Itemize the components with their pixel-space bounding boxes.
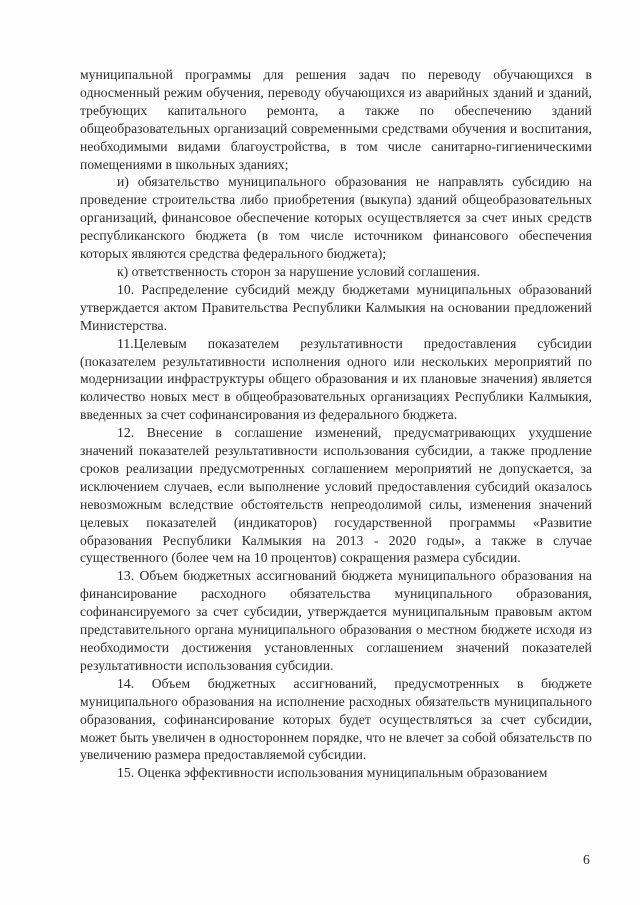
paragraph-clause-10: 10. Распределение субсидий между бюджетами муниципальных образований утверждается актом Правительства Республики Калмыкия на основании предложений Министерства. — [80, 281, 592, 333]
paragraph-clause-15: 15. Оценка эффективности использования муниципальным образованием — [117, 765, 548, 781]
body-text — [80, 66, 592, 782]
paragraph-clause-13: 13. Объем бюджетных ассигнований бюджета муниципального образования на финансирование расходного обязательства муниципального образования, софинансируемого за счет субсидии, утверждается муниципальным правовым актом представительного органа муниципального образования о местном бюджете исходя из необходимости достижения установленных соглашением значений показателей результативности использования субсидии. — [80, 568, 592, 673]
paragraph-continuation: муниципальной программы для решения задач по переводу обучающихся в односменный режим обучения, переводу обучающихся из аварийных зданий и зданий, требующих капитального ремонта, а также по обеспечению зданий общеобразовательных организаций современными средствами обучения и воспитания, необходимыми видами благоустройства, в том числе санитарно-гигиеническими помещениями в школьных зданиях; — [80, 67, 592, 172]
paragraph-item-i: и) обязательство муниципального образования не направлять субсидию на проведение строительства либо приобретения (выкупа) зданий общеобразовательных организаций, финансовое обеспечение которых осуществляется за счет иных средств республиканского бюджета (в том числе источником финансового обеспечения которых являются средства федерального бюджета); — [80, 174, 592, 262]
paragraph-clause-14: 14. Объем бюджетных ассигнований, предусмотренных в бюджете муниципального образования на исполнение расходных обязательств муниципального образования, софинансирование которых будет осуществляться за счет субсидии, может быть увеличен в одностороннем порядке, что не влечет за собой обязательств по увеличению размера предоставляемой субсидии. — [80, 675, 592, 763]
paragraph-clause-12: 12. Внесение в соглашение изменений, предусматривающих ухудшение значений показателей результативности использования субсидии, а также продление сроков реализации предусмотренных соглашением мероприятий не допускается, за исключением случаев, если выполнение условий предоставления субсидий оказалось невозможным вследствие обстоятельств непреодолимой силы, изменения значений целевых показателей (индикаторов) государственной программы «Развитие образования Республики Калмыкия на 2013 - 2020 годы», а также в случае существенного (более чем на 10 процентов) сокращения размера субсидии. — [80, 425, 592, 566]
paragraph-item-k: к) ответственность сторон за нарушение условий соглашения. — [117, 263, 480, 279]
paragraph-clause-11: 11.Целевым показателем результативности предоставления субсидии (показателем результативности исполнения одного или нескольких мероприятий по модернизации инфраструктуры общего образования и их плановые значения) является количество новых мест в общеобразовательных организациях Республики Калмыкия, введенных за счет софинансирования из федерального бюджета. — [80, 335, 592, 423]
page-number: 6 — [583, 852, 590, 867]
